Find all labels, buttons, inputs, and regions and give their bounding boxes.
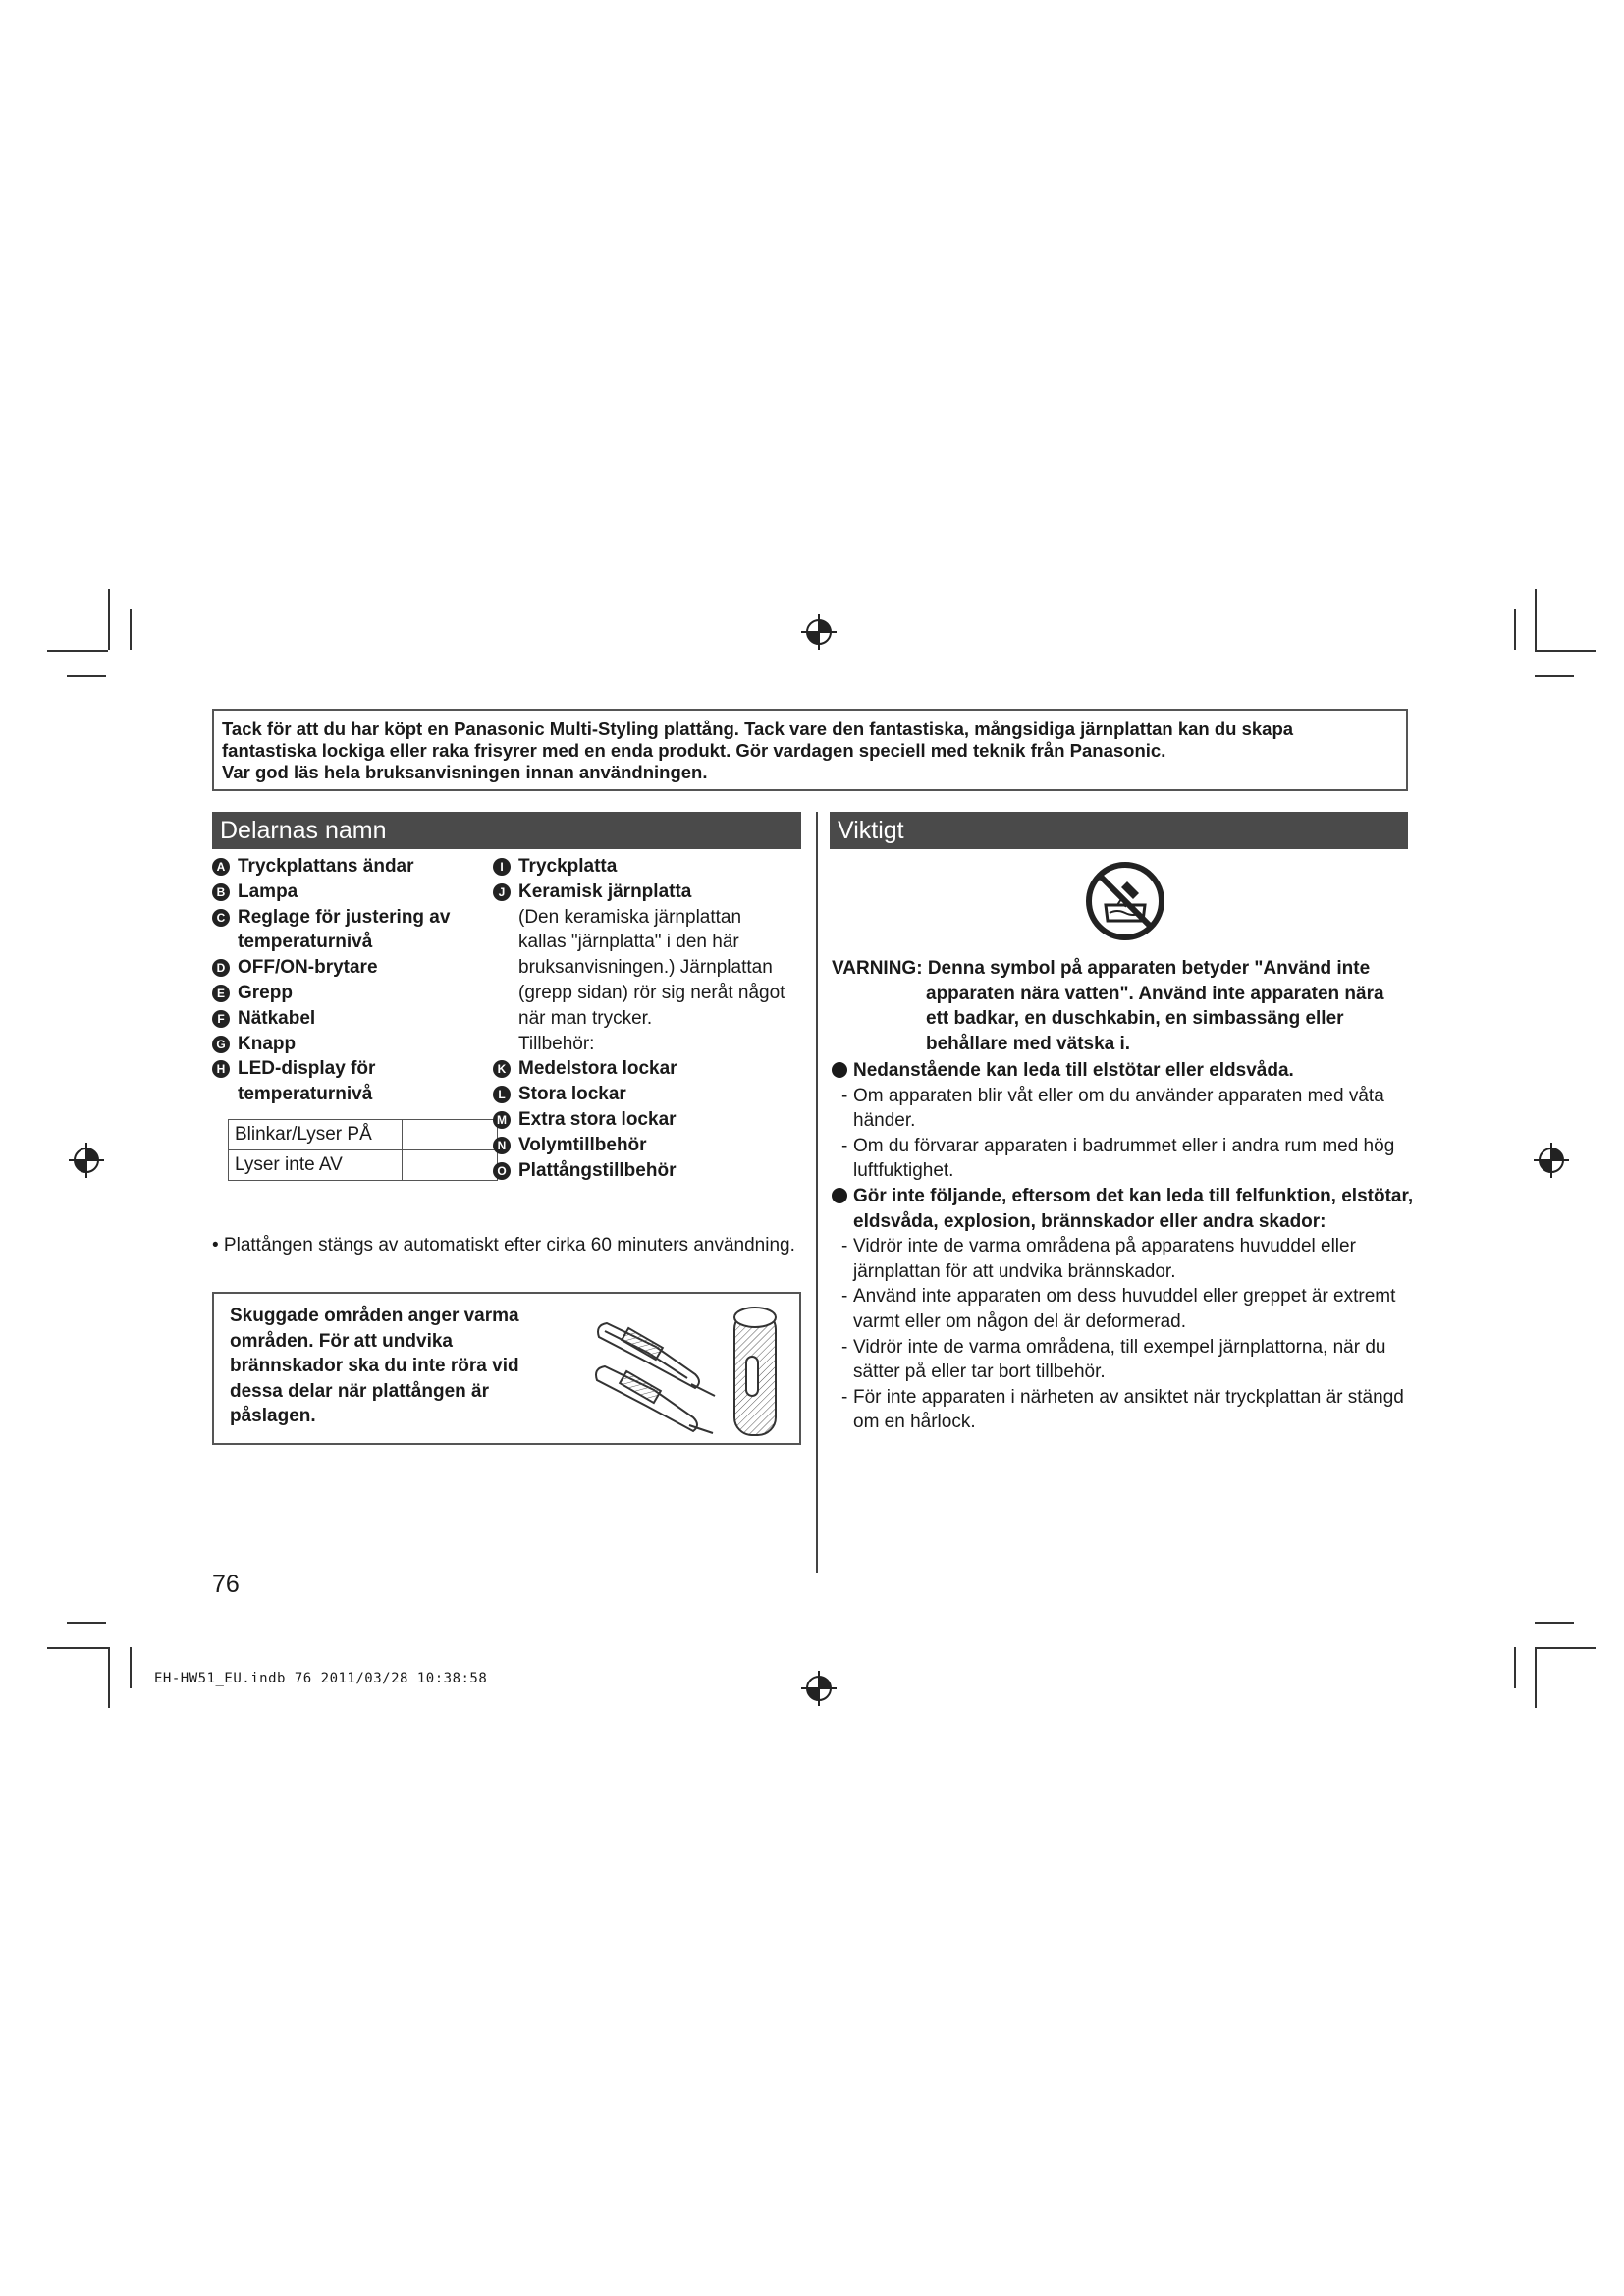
list-item — [493, 854, 787, 880]
accessories-label: Tillbehör: — [518, 1033, 595, 1054]
intro-line: Var god läs hela bruksanvisningen innan användningen. — [222, 762, 708, 782]
part-label: Volymtillbehör — [518, 1134, 647, 1155]
crop-mark — [1535, 1647, 1596, 1649]
intro-line: Tack för att du har köpt en Panasonic Multi-Styling plattång. Tack vare den fantastiska, mångsidiga järnplattan kan du skapa — [222, 719, 1294, 739]
list-item — [212, 905, 487, 956]
table-cell — [403, 1120, 498, 1150]
warning-first-line — [832, 956, 1411, 982]
led-status-table — [228, 1119, 498, 1181]
table-cell: Lyser inte AV — [229, 1150, 403, 1181]
badge-c: C — [212, 909, 230, 927]
list-item — [212, 1056, 487, 1107]
crop-mark — [130, 609, 132, 650]
list-item: - Vidrör inte de varma områdena på apparatens huvuddel eller järnplattan för att undvika brännskador. — [832, 1234, 1421, 1284]
crop-mark — [1535, 675, 1574, 677]
badge-m: M — [493, 1111, 511, 1129]
part-label: Nätkabel — [238, 1007, 316, 1029]
badge-j: J — [493, 883, 511, 901]
badge-f: F — [212, 1010, 230, 1028]
table-row — [229, 1120, 498, 1150]
warning-text: apparaten nära vatten". Använd inte apparaten nära ett badkar, en duschkabin, en simbassäng eller behållare med vätska i. — [926, 983, 1384, 1054]
list-item — [212, 854, 487, 880]
list-item — [212, 1032, 487, 1057]
section-title-important: Viktigt — [830, 812, 1408, 849]
list-item — [493, 880, 787, 1032]
badge-k: K — [493, 1060, 511, 1078]
list-item — [212, 981, 487, 1006]
list-item — [493, 1158, 787, 1184]
auto-off-note: • Plattången stängs av automatiskt efter cirka 60 minuters användning. — [212, 1235, 795, 1255]
intro-line: fantastiska lockiga eller raka frisyrer med en enda produkt. Gör vardagen speciell med teknik från Panasonic. — [222, 740, 1166, 761]
part-label: Plattångstillbehör — [518, 1159, 677, 1181]
crop-mark — [1535, 1647, 1537, 1708]
crop-mark — [67, 675, 106, 677]
warning-text: Denna symbol på apparaten betyder "Använd inte — [927, 958, 1371, 979]
badge-o: O — [493, 1162, 511, 1180]
list-item: - Om du förvarar apparaten i badrummet eller i andra rum med hög luftfuktighet. — [832, 1134, 1421, 1184]
badge-a: A — [212, 858, 230, 876]
list-item — [212, 1006, 487, 1032]
crop-mark — [47, 650, 108, 652]
part-label: Stora lockar — [518, 1084, 626, 1105]
list-item: - Vidrör inte de varma områdena, till exempel järnplattorna, när du sätter på eller tar bort tillbehör. — [832, 1335, 1421, 1385]
warnings-list — [832, 1058, 1421, 1435]
list-item — [493, 1056, 787, 1082]
list-item — [493, 1082, 787, 1107]
badge-e: E — [212, 985, 230, 1002]
crop-mark — [47, 1647, 108, 1649]
badge-h: H — [212, 1060, 230, 1078]
part-label: Tryckplatta — [518, 856, 618, 877]
part-label: Keramisk järnplatta — [518, 881, 692, 902]
part-label: OFF/ON-brytare — [238, 957, 378, 979]
list-item — [212, 955, 487, 981]
badge-i: I — [493, 858, 511, 876]
hot-areas-text: Skuggade områden anger varma områden. För att undvika brännskador ska du inte röra vid dessa delar när plattången är påslagen. — [230, 1306, 519, 1426]
badge-d: D — [212, 959, 230, 977]
intro-box — [212, 709, 1408, 791]
page-number: 76 — [212, 1571, 240, 1598]
crop-mark — [1514, 609, 1516, 650]
part-label: Knapp — [238, 1033, 297, 1054]
badge-l: L — [493, 1086, 511, 1103]
list-item — [493, 1133, 787, 1158]
list-item — [493, 1107, 787, 1133]
part-label: Lampa — [238, 881, 298, 902]
part-label: Reglage för justering av temperaturnivå — [238, 906, 451, 953]
part-label: Tryckplattans ändar — [238, 856, 414, 877]
column-divider — [816, 812, 818, 1573]
hair-iron-illustration-icon — [587, 1298, 793, 1441]
parts-list-left — [212, 854, 487, 1107]
warning-statement — [832, 956, 1411, 1056]
list-item: - Om apparaten blir våt eller om du använder apparaten med våta händer. — [832, 1084, 1421, 1134]
crop-mark — [130, 1647, 132, 1688]
hot-areas-box — [212, 1292, 801, 1445]
part-label: Extra stora lockar — [518, 1108, 677, 1130]
warning-heading: Gör inte följande, eftersom det kan leda till felfunktion, elstötar, eldsvåda, explosion, brännskador eller andra skador: — [832, 1184, 1421, 1234]
list-item: - För inte apparaten i närheten av ansiktet när tryckplattan är stängd om en hårlock. — [832, 1385, 1421, 1435]
warning-label: VARNING: — [832, 958, 923, 979]
registration-mark-icon — [1532, 1141, 1571, 1180]
part-label: Grepp — [238, 982, 293, 1003]
table-cell: Blinkar/Lyser PÅ — [229, 1120, 403, 1150]
badge-n: N — [493, 1137, 511, 1154]
part-label: LED-display för temperaturnivå — [238, 1058, 376, 1105]
section-title-parts: Delarnas namn — [212, 812, 801, 849]
crop-mark — [1535, 589, 1537, 650]
badge-b: B — [212, 883, 230, 901]
registration-mark-icon — [799, 1669, 839, 1708]
badge-g: G — [212, 1036, 230, 1053]
parts-list-right — [493, 854, 787, 1183]
crop-mark — [108, 589, 110, 650]
table-row — [229, 1150, 498, 1181]
no-water-warning-icon — [1084, 860, 1166, 942]
list-item — [212, 880, 487, 905]
crop-mark — [1514, 1647, 1516, 1688]
list-item: - Använd inte apparaten om dess huvuddel eller greppet är extremt varmt eller om någon del är deformerad. — [832, 1284, 1421, 1334]
part-note: (Den keramiska järnplattan kallas "järnplatta" i den här bruksanvisningen.) Järnplattan (grepp sidan) rör sig neråt något när man trycker. — [518, 906, 785, 1029]
part-label: Medelstora lockar — [518, 1058, 677, 1080]
crop-mark — [67, 1622, 106, 1624]
registration-mark-icon — [799, 613, 839, 652]
crop-mark — [108, 1647, 110, 1708]
warning-heading: Nedanstående kan leda till elstötar eller eldsvåda. — [832, 1058, 1421, 1084]
table-cell — [403, 1150, 498, 1181]
crop-mark — [1535, 650, 1596, 652]
print-footer: EH-HW51_EU.indb 76 2011/03/28 10:38:58 — [154, 1671, 488, 1686]
registration-mark-icon — [67, 1141, 106, 1180]
crop-mark — [1535, 1622, 1574, 1624]
